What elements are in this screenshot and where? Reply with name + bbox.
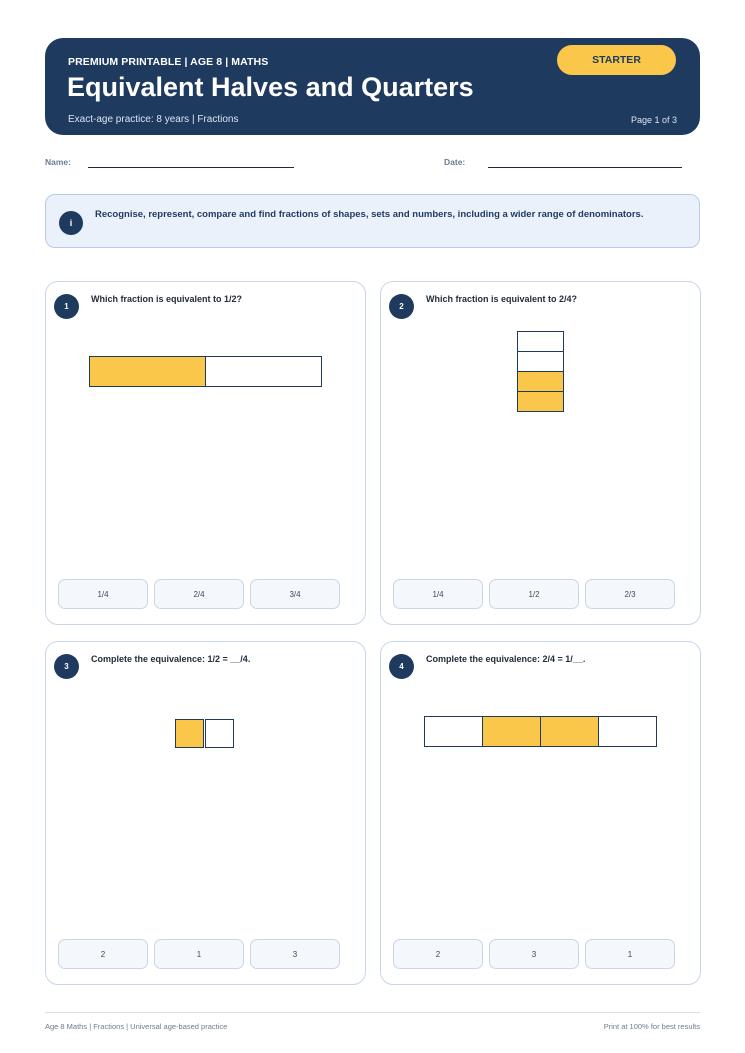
name-label: Name: — [45, 157, 71, 167]
answer-option[interactable]: 2 — [58, 939, 148, 969]
question-text: Complete the equivalence: 2/4 = 1/__. — [426, 654, 586, 664]
question-card-4 — [380, 641, 701, 985]
title-banner — [45, 38, 700, 135]
answer-option[interactable]: 1/4 — [393, 579, 483, 609]
fraction-part-unshaded — [205, 356, 322, 387]
fraction-part-shaded — [482, 716, 541, 747]
answer-options — [393, 939, 675, 969]
question-card-3 — [45, 641, 366, 985]
question-card-1 — [45, 281, 366, 625]
answer-option[interactable]: 3 — [250, 939, 340, 969]
question-card-2 — [380, 281, 701, 625]
footer-print-note: Print at 100% for best results — [603, 1022, 700, 1031]
answer-option[interactable]: 1/2 — [489, 579, 579, 609]
info-icon: i — [59, 211, 83, 235]
worksheet-kicker: PREMIUM PRINTABLE | AGE 8 | MATHS — [68, 56, 269, 68]
question-text: Which fraction is equivalent to 2/4? — [426, 294, 578, 304]
answer-option[interactable]: 1 — [154, 939, 244, 969]
answer-option[interactable]: 2/4 — [154, 579, 244, 609]
fraction-part-unshaded — [598, 716, 657, 747]
answer-option[interactable]: 2/3 — [585, 579, 675, 609]
name-field[interactable] — [88, 167, 294, 168]
fraction-part-unshaded — [424, 716, 483, 747]
answer-option[interactable]: 3/4 — [250, 579, 340, 609]
answer-options — [393, 579, 675, 609]
fraction-part-unshaded — [517, 351, 564, 372]
footer-divider — [45, 1012, 700, 1013]
date-field[interactable] — [488, 167, 682, 168]
answer-option[interactable]: 1/4 — [58, 579, 148, 609]
fraction-part-unshaded — [517, 331, 564, 352]
page-title: Equivalent Halves and Quarters — [67, 72, 474, 102]
answer-option[interactable]: 1 — [585, 939, 675, 969]
fraction-part-shaded — [540, 716, 599, 747]
question-number: 1 — [54, 294, 79, 319]
level-badge: STARTER — [557, 45, 676, 75]
fraction-part-shaded — [89, 356, 206, 387]
fraction-part-shaded — [175, 719, 204, 748]
worksheet-subtitle: Exact-age practice: 8 years | Fractions — [68, 114, 239, 125]
answer-options — [58, 939, 340, 969]
question-text: Complete the equivalence: 1/2 = __/4. — [91, 654, 251, 664]
page-indicator: Page 1 of 3 — [630, 115, 677, 125]
answer-option[interactable]: 3 — [489, 939, 579, 969]
fraction-part-shaded — [517, 371, 564, 392]
answer-options — [58, 579, 340, 609]
date-label: Date: — [444, 157, 466, 167]
question-number: 4 — [389, 654, 414, 679]
learning-objective-panel — [45, 194, 700, 248]
footer-info: Age 8 Maths | Fractions | Universal age-based practice — [45, 1022, 228, 1031]
fraction-part-shaded — [517, 391, 564, 412]
answer-option[interactable]: 2 — [393, 939, 483, 969]
question-text: Which fraction is equivalent to 1/2? — [91, 294, 243, 304]
question-number: 3 — [54, 654, 79, 679]
question-number: 2 — [389, 294, 414, 319]
fraction-part-unshaded — [205, 719, 234, 748]
learning-objective-text: Recognise, represent, compare and find fractions of shapes, sets and numbers, including a wider range of denominators. — [95, 209, 644, 220]
